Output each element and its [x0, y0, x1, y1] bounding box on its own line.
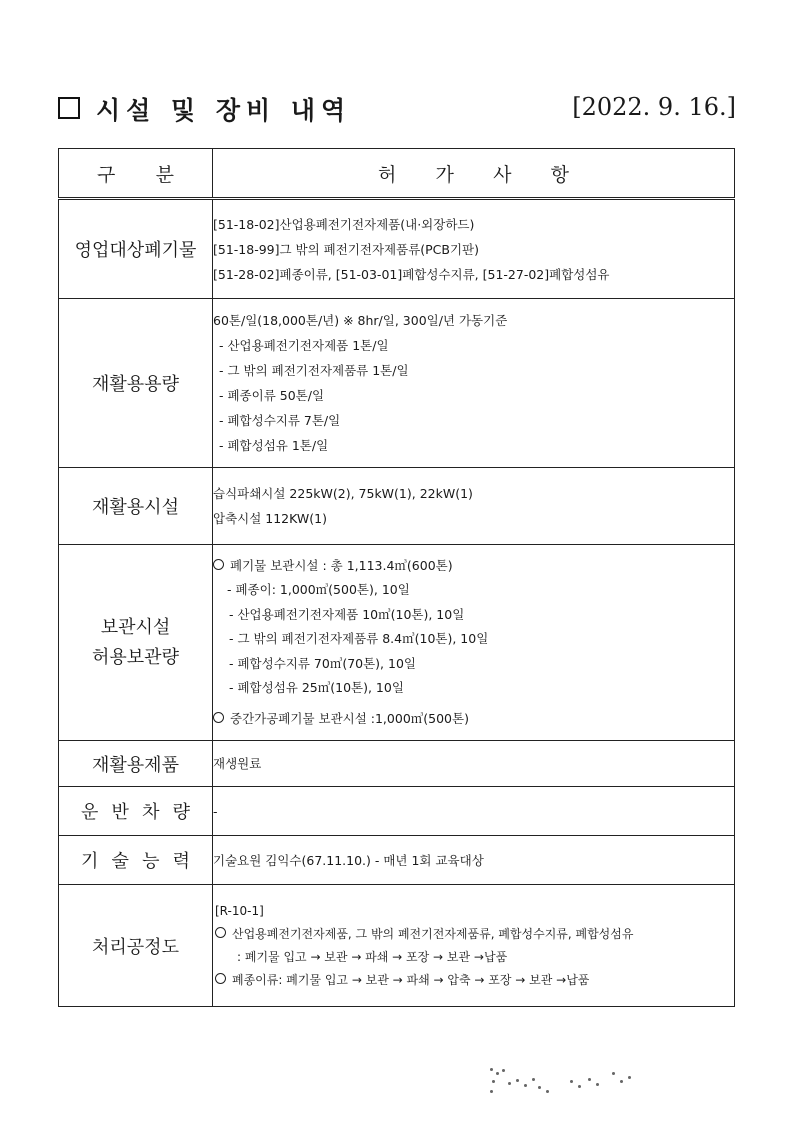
facility-table: [58, 148, 735, 1007]
capacity-line: - 폐합성섬유 1톤/일: [219, 438, 329, 453]
row-label-process: 처리공정도: [59, 885, 213, 1007]
storage-label-line1: 보관시설: [100, 616, 171, 638]
storage-item: - 그 밖의 폐전기전자제품류 8.4㎥(10톤), 10일: [229, 631, 489, 647]
storage-item: - 폐합성섬유 25㎥(10톤), 10일: [229, 680, 404, 696]
capacity-line: - 폐합성수지류 7톤/일: [219, 413, 341, 428]
vehicle-label-char: 반: [111, 802, 129, 823]
row-label-waste: 영업대상폐기물: [59, 199, 213, 299]
storage-intermediate: 중간가공폐기물 보관시설 :1,000㎥(500톤): [230, 710, 469, 726]
document-date: [2022. 9. 16.]: [572, 93, 736, 121]
row-label-facility: 재활용시설: [59, 468, 213, 545]
storage-label-line2: 허용보관량: [92, 646, 179, 668]
row-content-waste: [213, 199, 735, 299]
title-row: [56, 90, 736, 130]
waste-line: [51-18-02]산업용폐전기전자제품(내·외장하드): [213, 216, 475, 232]
header-permit-char: 허: [378, 163, 397, 186]
storage-main: 폐기물 보관시설 : 총 1,113.4㎥(600톤): [230, 557, 453, 573]
row-content-technical: 기술요원 김익수(67.11.10.) - 매년 1회 교육대상: [213, 836, 735, 885]
header-permit-char: 항: [550, 163, 569, 186]
table-row-storage: [59, 545, 735, 741]
row-label-capacity: 재활용용량: [59, 299, 213, 468]
header-permit-cell: [213, 149, 735, 199]
storage-item: - 산업용폐전기전자제품 10㎥(10톤), 10일: [229, 606, 465, 622]
row-label-vehicle: [59, 787, 213, 836]
technical-label-char: 력: [172, 851, 190, 872]
circle-bullet-icon: [215, 973, 226, 984]
waste-line: [51-18-99]그 밖의 폐전기전자제품류(PCB기판): [213, 241, 480, 257]
row-content-facility: [213, 468, 735, 545]
page-title: 시설 및 장비 내역: [96, 96, 352, 125]
checkbox-square-icon: [58, 97, 80, 119]
header-category-char: 구: [97, 163, 116, 186]
vehicle-label-char: 운: [81, 802, 99, 823]
scan-artifact-dots: [488, 1066, 638, 1096]
process-line1: 산업용폐전기전자제품, 그 밖의 폐전기전자제품류, 폐합성수지류, 폐합성섬유: [232, 926, 634, 941]
row-label-technical: [59, 836, 213, 885]
circle-bullet-icon: [215, 927, 226, 938]
circle-bullet-icon: [213, 712, 224, 723]
table-row-vehicle: [59, 787, 735, 836]
waste-line: [51-28-02]폐종이류, [51-03-01]폐합성수지류, [51-27-02]폐합성섬유: [213, 266, 610, 282]
facility-line: 압축시설 112KW(1): [213, 511, 327, 526]
technical-label-char: 능: [142, 851, 160, 872]
vehicle-label-char: 차: [142, 802, 160, 823]
capacity-line: 60톤/일(18,000톤/년) ※ 8hr/일, 300일/년 가동기준: [213, 313, 508, 328]
header-category-char: 분: [155, 163, 174, 186]
row-content-vehicle: -: [213, 787, 735, 836]
row-label-storage: [59, 545, 213, 741]
table-row-facility: [59, 468, 735, 545]
process-line3: 폐종이류: 폐기물 입고 → 보관 → 파쇄 → 압축 → 포장 → 보관 →납품: [232, 972, 590, 987]
table-row-waste: [59, 199, 735, 299]
row-content-product: 재생원료: [213, 741, 735, 787]
header-category-cell: [59, 149, 213, 199]
process-code: [R-10-1]: [215, 903, 264, 918]
technical-label-char: 기: [81, 851, 99, 872]
header-permit-char: 사: [493, 163, 512, 186]
row-content-storage: [213, 545, 735, 741]
vehicle-label-char: 량: [172, 802, 190, 823]
facility-line: 습식파쇄시설 225kW(2), 75kW(1), 22kW(1): [213, 486, 473, 501]
row-content-process: [213, 885, 735, 1007]
header-permit-char: 가: [435, 163, 454, 186]
table-row-process: [59, 885, 735, 1007]
process-line2: : 폐기물 입고 → 보관 → 파쇄 → 포장 → 보관 →납품: [237, 949, 508, 964]
storage-item: - 폐합성수지류 70㎥(70톤), 10일: [229, 655, 416, 671]
capacity-line: - 산업용폐전기전자제품 1톤/일: [219, 338, 389, 353]
table-row-product: [59, 741, 735, 787]
circle-bullet-icon: [213, 559, 224, 570]
table-row-capacity: [59, 299, 735, 468]
row-label-product: 재활용제품: [59, 741, 213, 787]
storage-item: - 폐종이: 1,000㎥(500톤), 10일: [227, 582, 410, 598]
row-content-capacity: [213, 299, 735, 468]
technical-label-char: 술: [111, 851, 129, 872]
capacity-line: - 그 밖의 폐전기전자제품류 1톤/일: [219, 363, 409, 378]
table-header-row: [59, 149, 735, 199]
capacity-line: - 폐종이류 50톤/일: [219, 388, 325, 403]
table-row-technical: [59, 836, 735, 885]
